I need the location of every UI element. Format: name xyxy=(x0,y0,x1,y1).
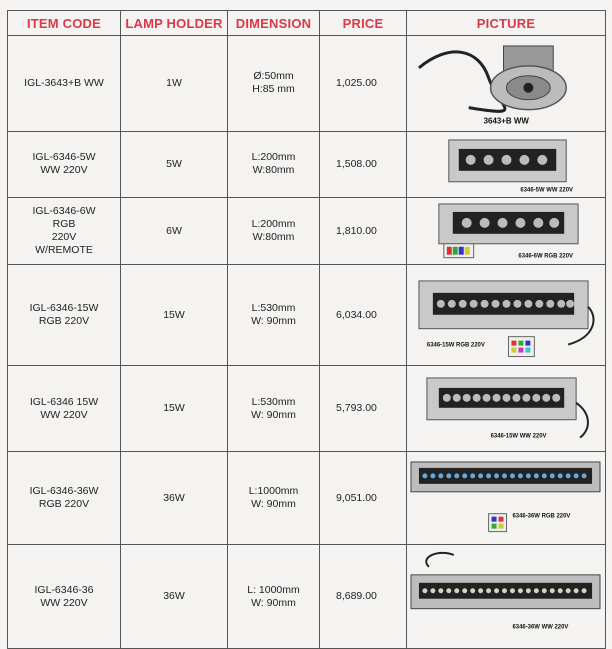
product-table xyxy=(7,10,606,649)
item-code-cell: IGL-6346-5W WW 220V xyxy=(8,131,121,198)
picture-cell xyxy=(407,366,606,452)
picture-label: 3643+B WW xyxy=(483,116,529,126)
item-code-cell: IGL-6346-36 WW 220V xyxy=(8,545,121,648)
item-code-cell: IGL-3643+B WW xyxy=(8,36,121,132)
linear-lamp-icon xyxy=(409,134,603,196)
dimension-cell: L:530mm W: 90mm xyxy=(228,264,320,366)
picture-label: 6346-6W RGB 220V xyxy=(518,253,574,260)
table-row xyxy=(8,36,606,132)
remote-control-icon xyxy=(489,514,507,532)
price-cell: 9,051.00 xyxy=(320,451,407,545)
header-dimension: DIMENSION xyxy=(228,11,320,36)
remote-control-icon xyxy=(508,337,534,357)
lamp-holder-cell: 6W xyxy=(121,198,228,265)
linear-lamp-icon xyxy=(409,200,603,262)
picture-label: 6346-15W WW 220V xyxy=(490,434,547,441)
price-cell: 1,810.00 xyxy=(320,198,407,265)
header-row xyxy=(8,11,606,36)
dimension-cell: L:200mm W:80mm xyxy=(228,198,320,265)
table-row xyxy=(8,198,606,265)
dimension-cell: L:530mm W: 90mm xyxy=(228,366,320,452)
table-row xyxy=(8,545,606,648)
linear-lamp-icon xyxy=(409,454,603,543)
picture-label: 6346-15W RGB 220V xyxy=(426,342,485,349)
header-picture: PICTURE xyxy=(407,11,606,36)
dimension-cell: L: 1000mm W: 90mm xyxy=(228,545,320,648)
lamp-holder-cell: 36W xyxy=(121,545,228,648)
picture-cell xyxy=(407,198,606,265)
picture-cell xyxy=(407,131,606,198)
dimension-cell: L:200mm W:80mm xyxy=(228,131,320,198)
round-spot-lamp-icon xyxy=(409,38,603,129)
lamp-holder-cell: 36W xyxy=(121,451,228,545)
table-row xyxy=(8,264,606,366)
item-code-cell: IGL-6346-6W RGB 220V W/REMOTE xyxy=(8,198,121,265)
linear-lamp-icon xyxy=(409,267,603,364)
picture-cell xyxy=(407,36,606,132)
remote-control-icon xyxy=(444,244,474,258)
item-code-cell: IGL-6346-15W RGB 220V xyxy=(8,264,121,366)
table-row xyxy=(8,131,606,198)
item-code-cell: IGL-6346-36W RGB 220V xyxy=(8,451,121,545)
table-row xyxy=(8,451,606,545)
price-cell: 1,025.00 xyxy=(320,36,407,132)
price-cell: 6,034.00 xyxy=(320,264,407,366)
lamp-holder-cell: 1W xyxy=(121,36,228,132)
linear-lamp-icon xyxy=(409,368,603,449)
picture-label: 6346-36W RGB 220V xyxy=(512,513,571,520)
price-cell: 1,508.00 xyxy=(320,131,407,198)
dimension-cell: L:1000mm W: 90mm xyxy=(228,451,320,545)
header-item-code: ITEM CODE xyxy=(8,11,121,36)
header-lamp-holder: LAMP HOLDER xyxy=(121,11,228,36)
price-cell: 5,793.00 xyxy=(320,366,407,452)
price-cell: 8,689.00 xyxy=(320,545,407,648)
item-code-cell: IGL-6346 15W WW 220V xyxy=(8,366,121,452)
lamp-holder-cell: 5W xyxy=(121,131,228,198)
lamp-holder-cell: 15W xyxy=(121,264,228,366)
picture-label: 6346-5W WW 220V xyxy=(520,187,574,194)
picture-cell xyxy=(407,545,606,648)
picture-cell xyxy=(407,451,606,545)
lamp-holder-cell: 15W xyxy=(121,366,228,452)
picture-label: 6346-36W WW 220V xyxy=(512,625,569,632)
dimension-cell: Ø:50mm H:85 mm xyxy=(228,36,320,132)
table-row xyxy=(8,366,606,452)
header-price: PRICE xyxy=(320,11,407,36)
picture-cell xyxy=(407,264,606,366)
linear-lamp-icon xyxy=(409,547,603,645)
